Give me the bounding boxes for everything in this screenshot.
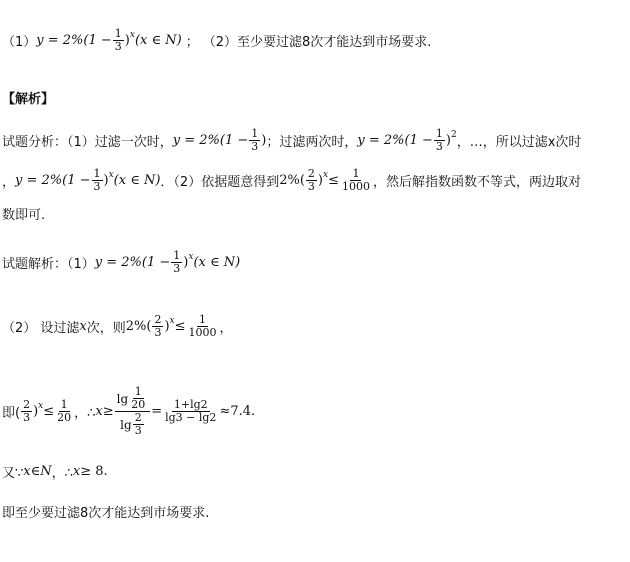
fraction-one-thousandth: $\frac{1}{1000}$ [341,167,370,193]
analysis-line-1: 试题分析：（1）过滤一次时， y = 2%(1 − $\frac{1}{3}$ ) ；过滤两次时， y = 2%(1 − $\frac{1}{3}$ ) $^2$ ，…，所以过滤x次时 [2,127,582,153]
solution-line-2: （2） 设过滤 x 次，则 2%( $\frac{2}{3}$ ) $^x$ ≤ $\frac{1}{1000}$ ， [2,313,233,339]
fraction-two-thirds: $\frac{2}{3}$ [154,313,162,339]
fraction-two-thirds: $\frac{2}{3}$ [23,398,31,424]
fraction-one-third: $\frac{1}{3}$ [114,27,122,53]
answer-part2: （2）至少要过滤8次才能达到市场要求. [202,35,432,50]
solution-line-4: 又∵ x ∈ N ，∴ x ≥ 8 . [2,464,108,481]
answer-formula: y = 2%(1 − [36,33,112,48]
fraction-one-thousandth: $\frac{1}{1000}$ [188,313,217,339]
log-ratio-fraction: lg $\frac{1}{20}$ lg $\frac{2}{3}$ [115,386,151,437]
analysis-line-2: ， y = 2%(1 − $\frac{1}{3}$ ) $^x$ (x ∈ N) ．（2）依据题意得到 2%( $\frac{2}{3}$ ) $^x$ ≤ $\frac{1}{1000}$ ，然后解指数函数不等式，两边取对 [2,167,581,193]
answer-line: （1） y = 2%(1 − $\frac{1}{3}$ ) $^x$ (x ∈ N) ； （2）至少要过滤8次才能达到市场要求. [2,27,432,53]
log-expression-fraction: $\frac{1+\lg 2}{\lg 3 - \lg 2}$ [165,398,217,424]
solution-line-1: 试题解析：（1） y = 2%(1 − $\frac{1}{3}$ ) $^x$ (x ∈ N) [2,249,241,275]
fraction-one-twentieth: $\frac{1}{20}$ [57,398,72,424]
fraction-one-third: $\frac{1}{3}$ [93,167,101,193]
answer-part1-label: （1） [2,35,37,50]
answer-domain: (x ∈ N) [134,33,182,48]
solution-line-3: 即( $\frac{2}{3}$ ) $^x$ ≤ $\frac{1}{20}$ ，∴ x ≥ lg $\frac{1}{20}$ lg $\frac{2}{3}$ = $\frac{1+\lg 2}{\lg 3 - \lg 2}$ ≈7.4 . [2,385,256,437]
section-title: 【解析】 [2,92,55,107]
analysis-line-3: 数即可. [2,208,46,223]
fraction-two-thirds: $\frac{2}{3}$ [307,167,315,193]
fraction-one-third: $\frac{1}{3}$ [173,249,181,275]
fraction-one-third: $\frac{1}{3}$ [435,127,443,153]
conclusion-line: 即至少要过滤8次才能达到市场要求. [2,506,210,521]
fraction-one-third: $\frac{1}{3}$ [251,127,259,153]
